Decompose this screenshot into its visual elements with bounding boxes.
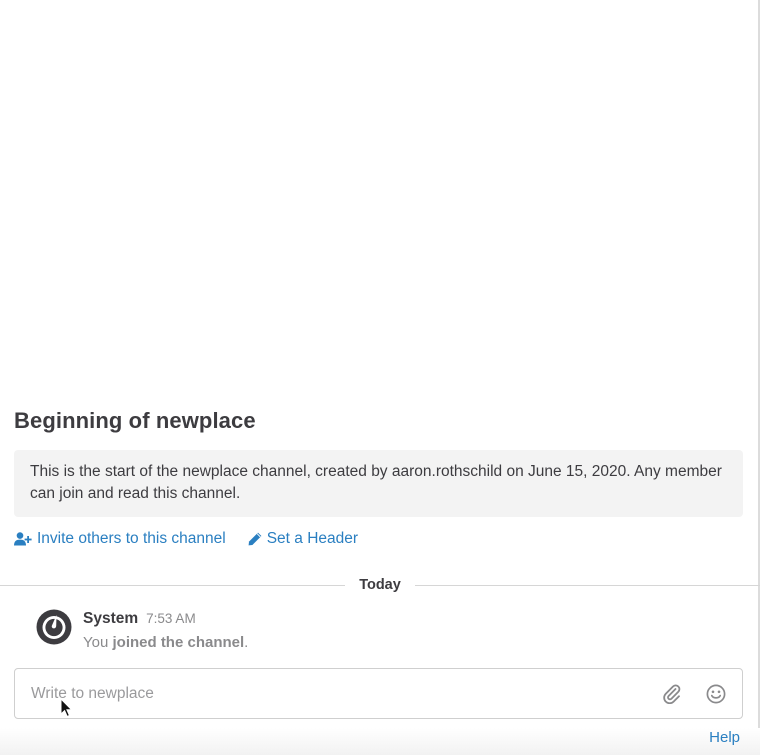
post-message-suffix: .	[244, 634, 249, 651]
post-header	[83, 610, 248, 628]
paperclip-icon	[662, 684, 682, 704]
date-separator-label: Today	[359, 577, 401, 593]
invite-others-label: Invite others to this channel	[37, 530, 226, 547]
channel-intro	[14, 406, 743, 548]
set-header-label: Set a Header	[266, 530, 359, 547]
smiley-icon	[706, 684, 726, 704]
post-username[interactable]: System	[83, 610, 139, 627]
post-message-bold: joined the channel	[112, 634, 245, 651]
pencil-icon	[248, 532, 262, 546]
post-body	[83, 610, 248, 651]
system-post	[36, 608, 736, 658]
message-input[interactable]	[15, 669, 660, 718]
post-message	[83, 634, 248, 651]
footer-bar	[0, 728, 760, 755]
channel-intro-actions	[14, 530, 743, 548]
emoji-picker-button[interactable]	[704, 682, 728, 706]
set-header-button[interactable]	[248, 530, 358, 548]
attach-file-button[interactable]	[660, 682, 684, 706]
mattermost-logo-icon[interactable]	[36, 609, 72, 645]
help-link[interactable]: Help	[709, 729, 740, 746]
channel-intro-description: This is the start of the newplace channel, created by aaron.rothschild on June 15, 2020. Any member can join and read this channel.	[14, 450, 743, 517]
post-message-prefix: You	[83, 634, 113, 651]
date-separator-line-left	[0, 585, 345, 586]
post-timestamp[interactable]: 7:53 AM	[146, 611, 196, 626]
add-user-icon	[14, 532, 32, 546]
channel-intro-title: Beginning of newplace	[14, 408, 256, 433]
invite-others-button[interactable]	[14, 530, 226, 548]
date-separator-line-right	[415, 585, 760, 586]
date-separator	[0, 573, 760, 597]
mouse-cursor-icon	[60, 698, 74, 718]
message-composer	[14, 668, 743, 719]
